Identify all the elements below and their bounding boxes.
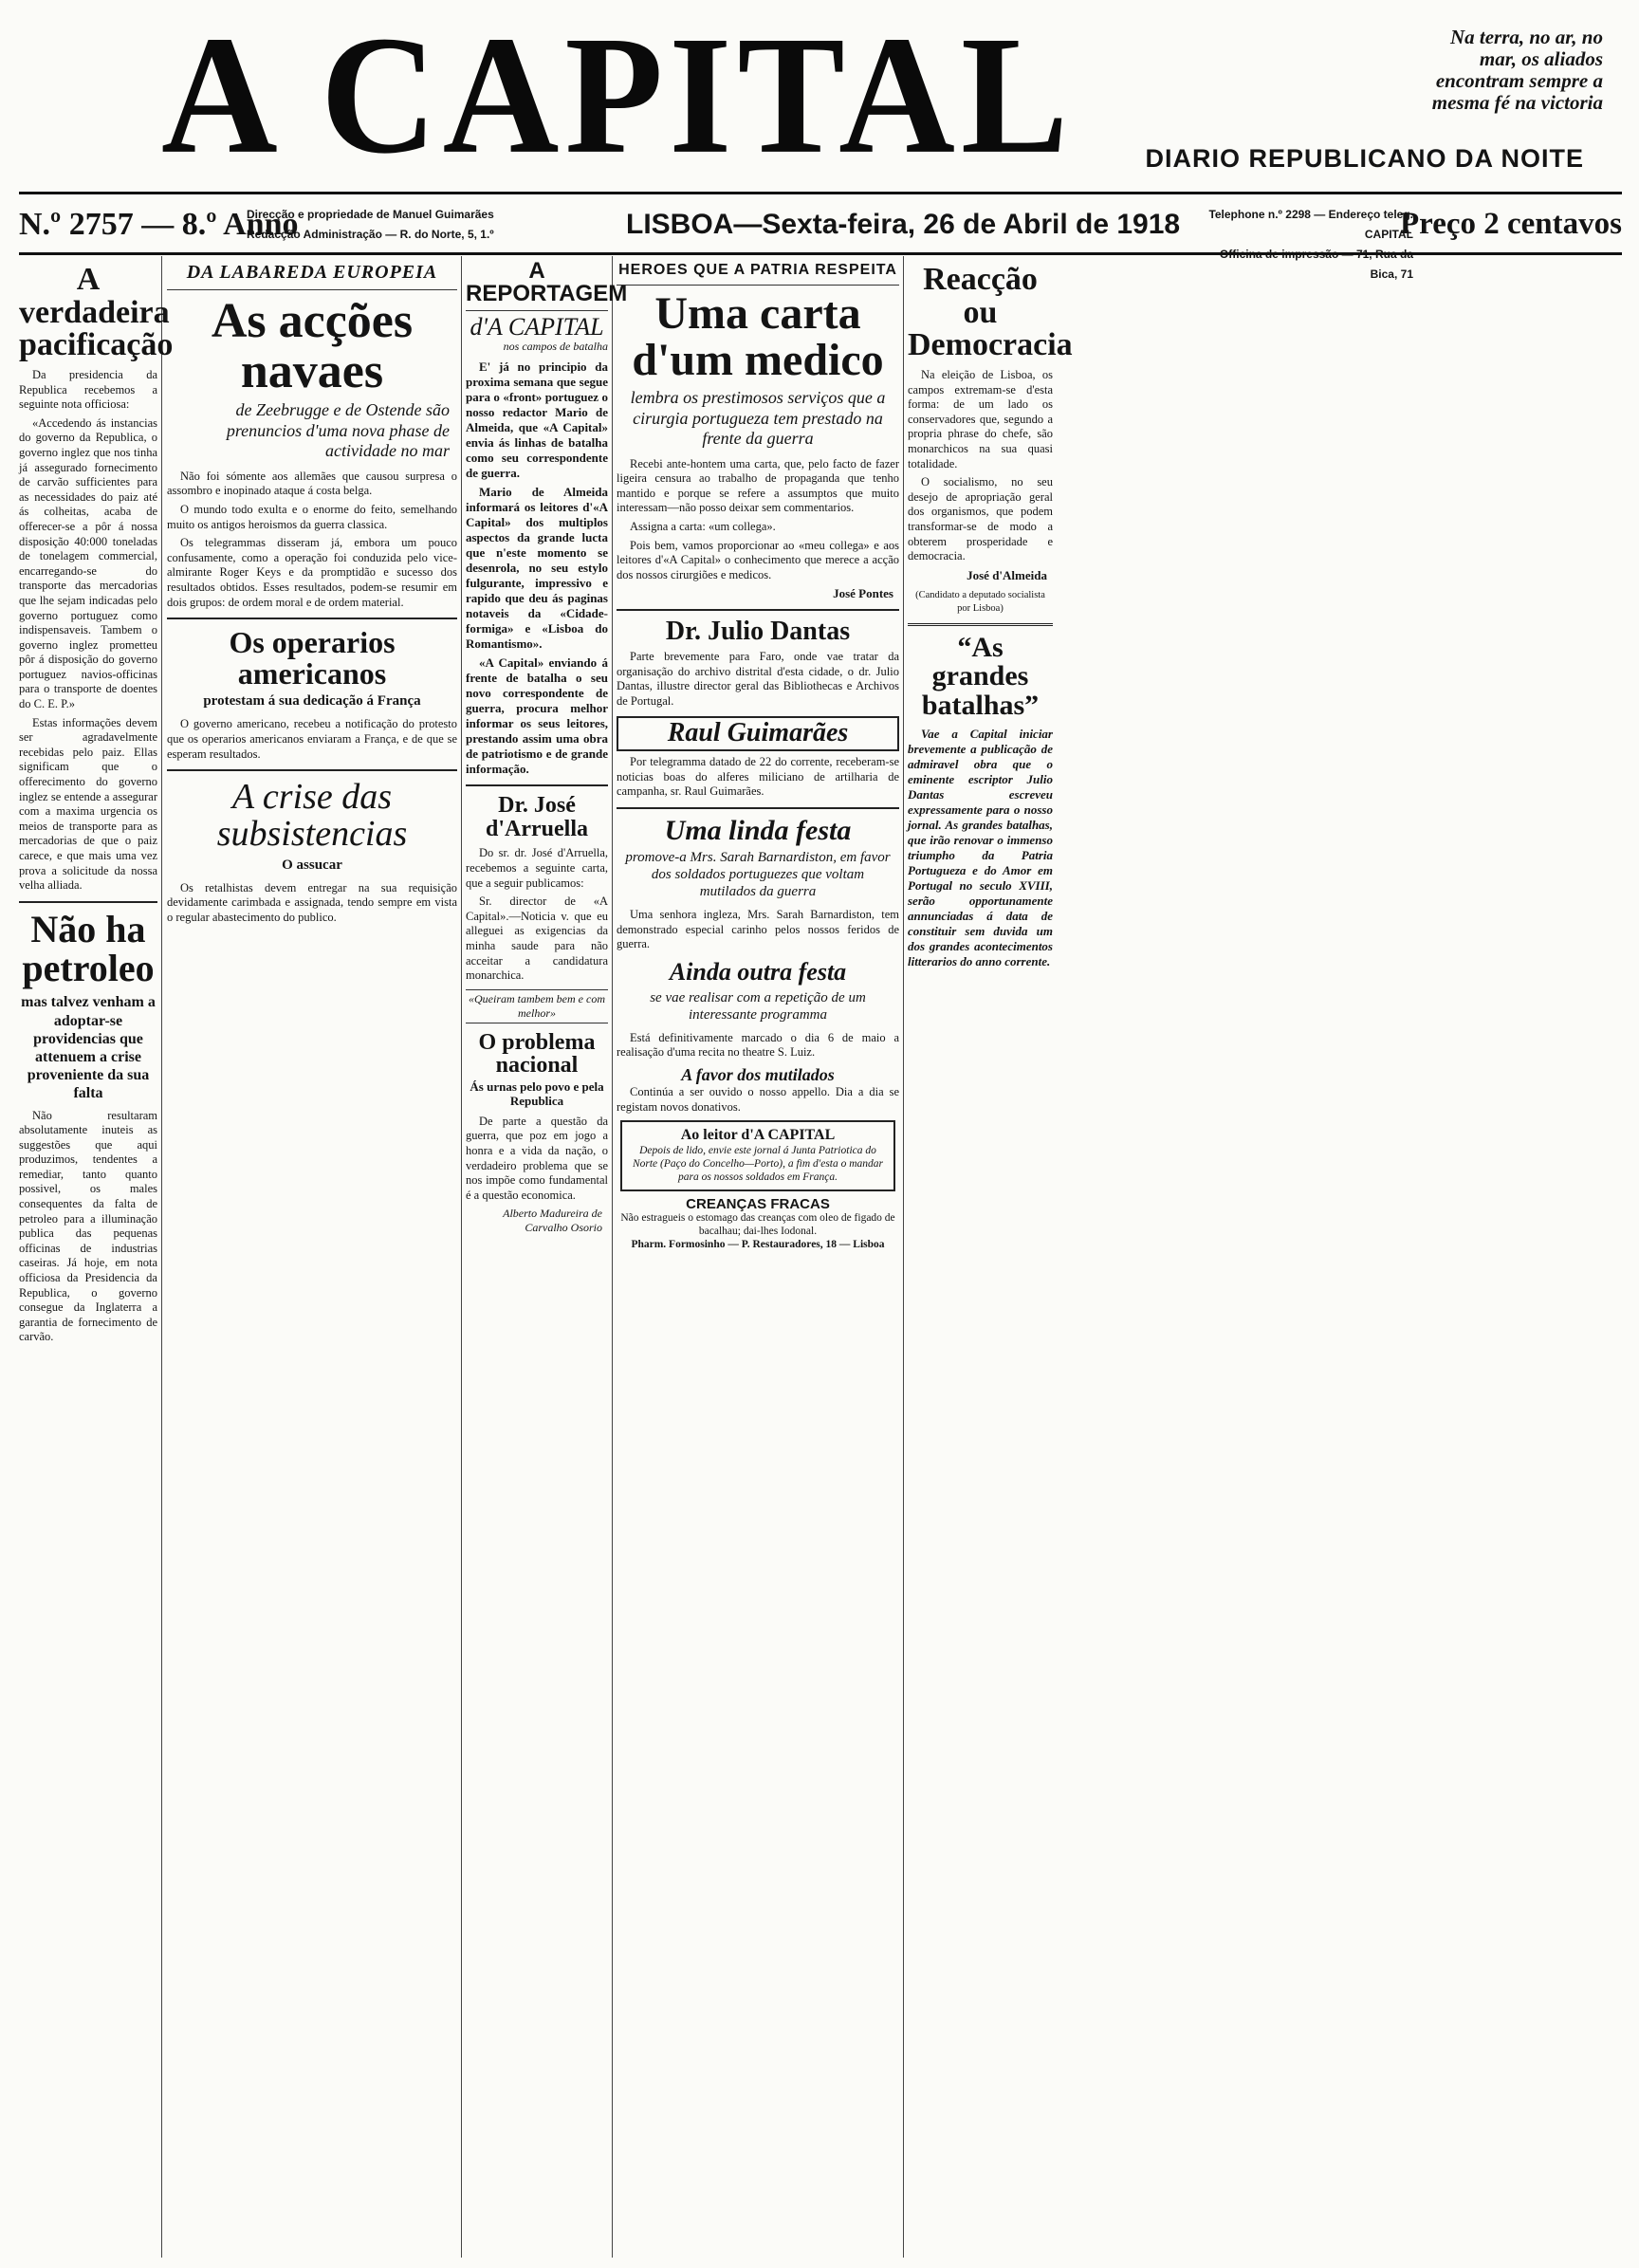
masthead-subtitle: DIARIO REPUBLICANO DA NOITE	[1145, 144, 1584, 173]
headline-linda-festa: Uma linda festa	[664, 814, 852, 846]
deck-carta-medico: lembra os prestimosos serviços que a cirurgia portugueza tem prestado na frente da guerra	[630, 387, 886, 449]
article-text: Na eleição de Lisboa, os campos extremam-se d'esta forma: de um lado os conservadores que, segundo a propria phrase do chefe, são monarchicos na sua quasi totalidade.	[908, 368, 1053, 470]
masthead	[19, 1, 1622, 189]
deck-accoes-navaes: de Zeebrugge e de Ostende são prenuncios d'uma nova phase de actividade no mar	[226, 400, 450, 461]
subkicker-campos: nos campos de batalha	[503, 340, 608, 354]
column-5	[908, 256, 1073, 2248]
article-text: E' já no principio da proxima semana que segue para o «front» portuguez o nosso redactor Mario de Almeida, que «A Capital» envia ás linhas de batalha como seu correspondente de guerra.	[466, 360, 608, 481]
article-text: O socialismo, no seu desejo de apropriação geral dos organismos, que podem transformar-se de modo a obterem prosperidade e democracia.	[908, 475, 1053, 563]
newspaper-logo: A CAPITAL	[161, 1, 1075, 189]
ad-signature: Pharm. Formosinho — P. Restauradores, 18 — Lisboa	[631, 1238, 885, 1250]
deck-linda-festa: promove-a Mrs. Sarah Barnardiston, em favor dos soldados portuguezes que voltam mutilados da guerra	[625, 850, 891, 900]
article-text: Não foi sómente aos allemães que causou surpresa o assombro e inopinado ataque á costa belga.	[167, 469, 457, 498]
article-text: Está definitivamente marcado o dia 6 de maio a realisação d'uma recita no theatre S. Luiz.	[617, 1030, 899, 1060]
headline-outra-festa: Ainda outra festa	[669, 958, 847, 986]
article-text: Da presidencia da Republica recebemos a seguinte nota officiosa:	[19, 368, 157, 412]
article-text: Continúa a ser ouvido o nosso appello. Dia a dia se registam novos donativos.	[617, 1085, 899, 1114]
column-rule	[903, 256, 904, 2258]
subheading-mutilados: A favor dos mutilados	[681, 1064, 835, 1084]
price: Preço 2 centavos	[1400, 207, 1622, 241]
headline-julio-dantas: Dr. Julio Dantas	[665, 617, 851, 647]
article-separator	[167, 618, 457, 619]
article-text: O mundo todo exulta e o enorme do feito, semelhando muito os antigos heroismos da guerra classica.	[167, 503, 457, 531]
article-separator	[19, 901, 157, 903]
headline-raul-guimaraes: Raul Guimarães	[617, 716, 899, 751]
deck-problema-nacional: Ás urnas pelo povo e pela Republica	[470, 1079, 604, 1109]
article-text: Uma senhora ingleza, Mrs. Sarah Barnardiston, tem demonstrado especial carinho pelos nossos feridos de guerra.	[617, 908, 899, 951]
direction-line: Direcção e propriedade de Manuel Guimarães	[247, 208, 494, 221]
signature: José d'Almeida	[967, 567, 1047, 582]
headline-petroleo: Não ha petroleo	[22, 907, 155, 989]
article-text: Vae a Capital iniciar brevemente a publicação de admiravel obra que o eminente escriptor Julio Dantas escreveu expressamente para o nosso jornal. As grandes batalhas, que irão renovar o immenso triumpho da Patria Portugueza e do Amor em Portugal no seculo XVIII, serão opportunamente annunciadas á data de constituir sem duvida um dos grandes acontecimentos litterarios do anno corrente.	[908, 726, 1053, 968]
headline-reaccao: Reacção ou Democracia	[908, 262, 1073, 363]
signature: José Pontes	[833, 586, 893, 601]
column-rule	[461, 256, 462, 2258]
article-text: Não resultaram absolutamente inuteis as suggestões que aqui produzimos, tendentes a remediar, tanto quanto possivel, os males consequentes da falta de petroleo para a illuminação publica das pequenas officinas de industrias caseiras. Já hoje, em nota officiosa da Presidencia da Republica, o governo consegue da Inglaterra a garantia de fornecimento de carvão.	[19, 1108, 157, 1344]
article-text: De parte a questão da guerra, que poz em jogo a honra e a vida da nação, o verdadeiro problema que se nos impõe como fundamental é a questão economica.	[466, 1114, 608, 1202]
article-text: Os retalhistas devem entregar na sua requisição devidamente carimbada e assignada, tendo sempre em vista o regular abastecimento do publico.	[167, 880, 457, 924]
printing-line: Officina de impressão — 71, Rua da Bica, 71	[1219, 248, 1413, 281]
article-text: O governo americano, recebeu a notificação do protesto que os operarios americanos enviaram a França, e de que se esperam resultados.	[167, 717, 457, 761]
publisher-info	[247, 205, 494, 245]
reader-notice-box	[620, 1120, 895, 1190]
article-separator	[167, 769, 457, 771]
deck-operarios: protestam á sua dedicação á França	[203, 693, 421, 710]
column-2	[167, 256, 457, 2248]
article-text: Parte brevemente para Faro, onde vae tratar da organisação do archivo distrital d'esta cidade, o dr. Julio Dantas, illustre director geral das Bibliothecas e Archivos de Portugal.	[617, 649, 899, 708]
ad-title: CREANÇAS FRACAS	[686, 1195, 830, 1212]
reader-notice-text: Depois de lido, envie este jornal á Junta Patriotica do Norte (Paço do Concelho—Porto), a fim d'esta o mandar para os nossos soldados em França.	[632, 1144, 884, 1183]
deck-outra-festa: se vae realisar com a repetição de um interessante programma	[650, 989, 866, 1023]
article-text: Pois bem, vamos proporcionar ao «meu collega» e aos leitores d'«A Capital» o conhecimento que merece a acção dos nossos cirurgiões e medicos.	[617, 538, 899, 581]
column-rule	[161, 256, 162, 2258]
deck-crise: O assucar	[282, 857, 342, 873]
info-bar-rule	[19, 252, 1622, 255]
headline-carta-medico: Uma carta d'um medico	[632, 288, 884, 385]
headline-problema-nacional: O problema nacional	[478, 1029, 596, 1079]
article-text: Sr. director de «A Capital».—Noticia v. que eu alleguei as exigencias da minha saude para não acceitar a candidatura monarchica.	[466, 894, 608, 983]
column-4	[617, 256, 899, 2248]
article-text: Recebi ante-hontem uma carta, que, pelo facto de fazer ligeira censura ao trabalho de propaganda que tenho mantido e porque se refere a assumptos que muito interessam—não posso deixar sem commentarios.	[617, 456, 899, 515]
kicker-heroes: HEROES QUE A PATRIA RESPEITA	[617, 256, 899, 286]
article-text: Assigna a carta: «um collega».	[630, 520, 776, 534]
masthead-rule	[19, 192, 1622, 194]
headline-operarios: Os operarios americanos	[229, 625, 396, 691]
issue-number: N.º 2757 — 8.º Anno	[19, 207, 299, 242]
article-separator	[908, 623, 1053, 626]
article-separator	[617, 807, 899, 809]
ad-text: Não estragueis o estomago das creanças com oleo de figado de bacalhau; dai-lhes Iodonal.	[620, 1211, 895, 1237]
article-text: «A Capital» enviando á frente de batalha o seu novo correspondente de guerra, procura melhor informar os seus leitores, prestando assim uma obra de patriotismo e de grande informação.	[466, 655, 608, 777]
headline-crise: A crise das subsistencias	[216, 777, 408, 854]
headline-arruella: Dr. José d'Arruella	[486, 793, 588, 841]
quote-line: «Queiram tambem bem e com melhor»	[466, 989, 608, 1023]
headline-pacificacao: A verdadeira pacificação	[19, 262, 174, 363]
reader-notice-title: Ao leitor d'A CAPITAL	[680, 1127, 836, 1144]
article-text: Estas informações devem ser agradavelmente recebidas pelo paiz. Ellas significam que o offerecimento do governo inglez se entende a assegurar com a maxima urgencia os meios de transporte para as mercadorias de que o paiz carece, e que mais uma vez prova a solicitude da nossa velha alliada.	[19, 715, 157, 893]
kicker-labareda: DA LABAREDA EUROPEIA	[167, 256, 457, 290]
article-text: Os telegrammas disseram já, embora um pouco confusamente, como a operação foi conduzida pelo vice-almirante Roger Keys e da promptidão e sucesso dos resultados obtidos. Esses resultados, podem-se resumir em dois grupos: de ordem moral e de ordem material.	[167, 536, 457, 609]
signature: Alberto Madureira de Carvalho Osorio	[503, 1207, 602, 1235]
headline-grandes-batalhas: “As grandes batalhas”	[921, 631, 1040, 721]
kicker-reportagem: A REPORTAGEM	[466, 256, 608, 311]
contact-info	[1195, 205, 1413, 285]
redaction-line: Redacção Administração — R. do Norte, 5, 1.º	[247, 228, 494, 241]
deck-petroleo: mas talvez venham a adoptar-se providencias que attenuem a crise proveniente da sua falta	[21, 994, 156, 1102]
article-separator	[617, 609, 899, 611]
article-separator	[466, 784, 608, 786]
column-1	[19, 256, 174, 2248]
masthead-motto: Na terra, no ar, no mar, os aliados encontram sempre a mesma fé na victoria	[1431, 26, 1603, 114]
column-rule	[612, 256, 613, 2258]
article-text: «Accedendo ás instancias do governo da Republica, o governo inglez que nos tinha já assegurado fornecimento de carvão sufficientes para as necessidades do paiz até ás colheitas, acaba de offerecer-se a pôr á nossa disposição 40:000 toneladas de tonelagem commercial, encarregando-se do transporte das mercadorias que lhe sejam indicadas pelo governo portuguez como indispensaveis. Tambem o governo inglez prometteu pôr á disposição do governo portuguez navios-officinas para o transporte de doentes do C. E. P.»	[19, 415, 157, 711]
subkicker-capital: d'A CAPITAL	[470, 312, 604, 341]
telephone-line: Telephone n.º 2298 — Endereço teleg. CAPITAL	[1208, 208, 1413, 241]
headline-accoes-navaes: As acções navaes	[211, 294, 414, 399]
column-3	[466, 256, 628, 2248]
dateline: LISBOA—Sexta-feira, 26 de Abril de 1918	[626, 209, 1181, 240]
article-text: Por telegramma datado de 22 do corrente, receberam-se noticias boas do alferes miliciano de artilharia de campanha, sr. Raul Guimarães.	[617, 754, 899, 799]
article-text: Mario de Almeida informará os leitores d'«A Capital» dos multiplos aspectos da grande lucta que n'este momento se desenrola, no seu estylo fulgurante, impressivo e rapido que deu ás paginas notaveis da «Cidade-formiga» e «Lisboa do Romantismo».	[466, 485, 608, 652]
article-text: Do sr. dr. José d'Arruella, recebemos a seguinte carta, que a seguir publicamos:	[466, 846, 608, 890]
signature-subtitle: (Candidato a deputado socialista por Lisboa)	[915, 589, 1045, 614]
